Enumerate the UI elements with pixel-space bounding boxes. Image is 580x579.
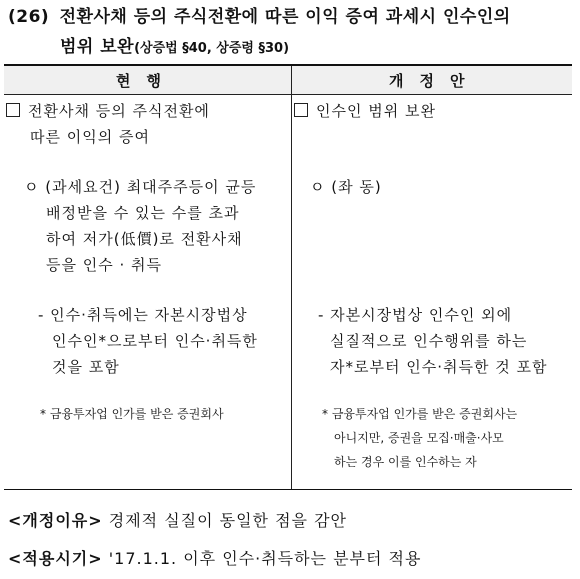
- comparison-table: [4, 64, 572, 490]
- revision-reason: [8, 508, 347, 531]
- current-dash-line: 인수인*으로부터 인수·취득한: [52, 332, 258, 350]
- proposed-bullet: ㅇ (좌 동): [310, 178, 382, 196]
- effective-date: [8, 546, 421, 569]
- proposed-heading-line-1: 인수인 범위 보완: [316, 102, 436, 120]
- checkbox-square-icon: [6, 103, 20, 117]
- proposed-dash: [318, 302, 574, 380]
- proposed-heading: [294, 98, 570, 124]
- current-dash-line: - 인수·취득에는 자본시장법상: [38, 306, 248, 324]
- proposed-dash-line: 자*로부터 인수·취득한 것 포함: [330, 358, 548, 376]
- title-line-2: [8, 32, 574, 64]
- current-dash: [38, 302, 290, 380]
- proposed-note: [322, 402, 572, 474]
- revision-reason-text: 경제적 실질이 동일한 점을 감안: [108, 511, 348, 530]
- checkbox-square-icon: [294, 103, 308, 117]
- current-bullet: [24, 174, 290, 278]
- current-note: * 금융투자업 인가를 받은 증권회사: [40, 407, 224, 421]
- current-bullet-line: ㅇ (과세요건) 최대주주등이 균등: [24, 178, 257, 196]
- current-heading: [6, 98, 290, 150]
- header-current: 현행: [116, 72, 177, 90]
- current-bullet-line: 하여 저가(低價)로 전환사채: [46, 230, 243, 248]
- proposed-dash-line: 실질적으로 인수행위를 하는: [330, 332, 528, 350]
- effective-date-label: <적용시기>: [8, 549, 103, 568]
- current-heading-line-2: 따른 이익의 증여: [30, 128, 150, 146]
- proposed-note-line: * 금융투자업 인가를 받은 증권회사는: [322, 407, 518, 421]
- title-text-1: 전환사채 등의 주식전환에 따른 이익 증여 과세시 인수인의: [59, 7, 511, 27]
- title-line-1: [8, 2, 574, 32]
- table-header: [4, 66, 572, 95]
- current-heading-line-1: 전환사채 등의 주식전환에: [28, 102, 210, 120]
- proposed-note-line: 아니지만, 증권을 모집·매출·사모: [334, 431, 504, 445]
- current-bullet-line: 배정받을 수 있는 수를 초과: [46, 204, 240, 222]
- proposed-dash-line: - 자본시장법상 인수인 외에: [318, 306, 513, 324]
- column-divider: [291, 66, 292, 489]
- law-reference: (상증법 §40, 상증령 §30): [134, 41, 290, 56]
- section-number: (26): [8, 7, 50, 27]
- current-bullet-line: 등을 인수 · 취득: [46, 256, 163, 274]
- effective-date-text: '17.1.1. 이후 인수·취득하는 분부터 적용: [108, 549, 422, 568]
- header-proposed: 개정안: [389, 72, 481, 90]
- section-title: [8, 2, 574, 64]
- title-text-2: 범위 보완: [60, 37, 135, 57]
- revision-reason-label: <개정이유>: [8, 511, 103, 530]
- proposed-note-line: 하는 경우 이를 인수하는 자: [334, 455, 477, 469]
- current-dash-line: 것을 포함: [52, 358, 120, 376]
